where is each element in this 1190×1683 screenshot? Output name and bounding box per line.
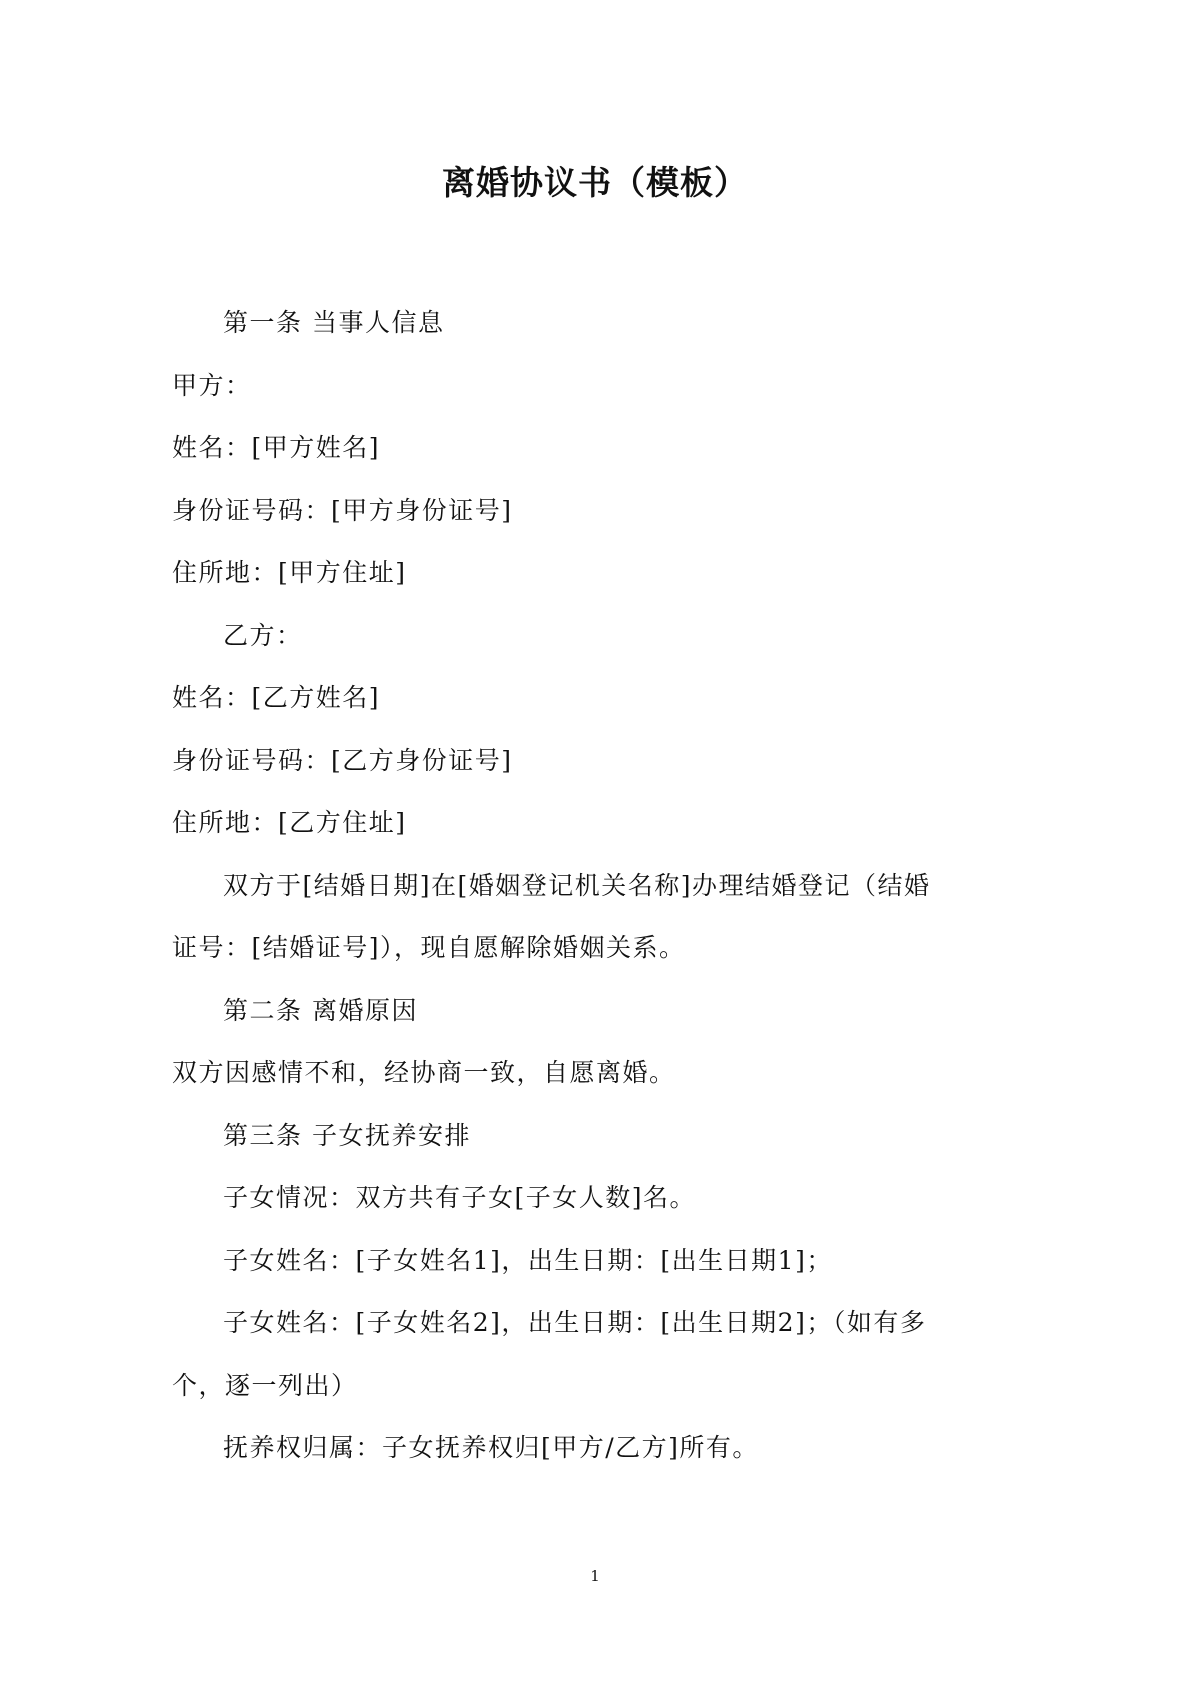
document-body <box>172 292 942 1480</box>
child-entry-2: 子女姓名：[子女姓名2]，出生日期：[出生日期2]；（如有多个，逐一列出） <box>172 1308 927 1400</box>
party-b-address: 住所地：[乙方住址] <box>172 808 407 837</box>
marriage-statement: 双方于[结婚日期]在[婚姻登记机关名称]办理结婚登记（结婚证号：[结婚证号]），现自愿解除婚姻关系。 <box>172 870 931 962</box>
section-heading-3: 第三条 子女抚养安排 <box>223 1120 471 1150</box>
party-b-label: 乙方： <box>223 620 303 650</box>
document-title: 离婚协议书（模板） <box>442 163 748 202</box>
child-entry-1: 子女姓名：[子女姓名1]，出生日期：[出生日期1]； <box>223 1245 833 1275</box>
party-b-name: 姓名：[乙方姓名] <box>172 683 381 712</box>
page-number: 1 <box>590 1567 600 1585</box>
party-a-id-number: 身份证号码：[甲方身份证号] <box>172 495 513 525</box>
section-heading-2: 第二条 离婚原因 <box>223 995 418 1025</box>
party-b-id-number: 身份证号码：[乙方身份证号] <box>172 745 513 775</box>
party-a-address: 住所地：[甲方住址] <box>172 558 407 587</box>
children-count: 子女情况：双方共有子女[子女人数]名。 <box>223 1183 697 1212</box>
divorce-reason: 双方因感情不和，经协商一致，自愿离婚。 <box>172 1058 676 1087</box>
custody-assignment: 抚养权归属：子女抚养权归[甲方/乙方]所有。 <box>223 1433 759 1462</box>
party-a-label: 甲方： <box>172 370 252 400</box>
section-heading-1: 第一条 当事人信息 <box>223 308 445 337</box>
party-a-name: 姓名：[甲方姓名] <box>172 433 381 462</box>
